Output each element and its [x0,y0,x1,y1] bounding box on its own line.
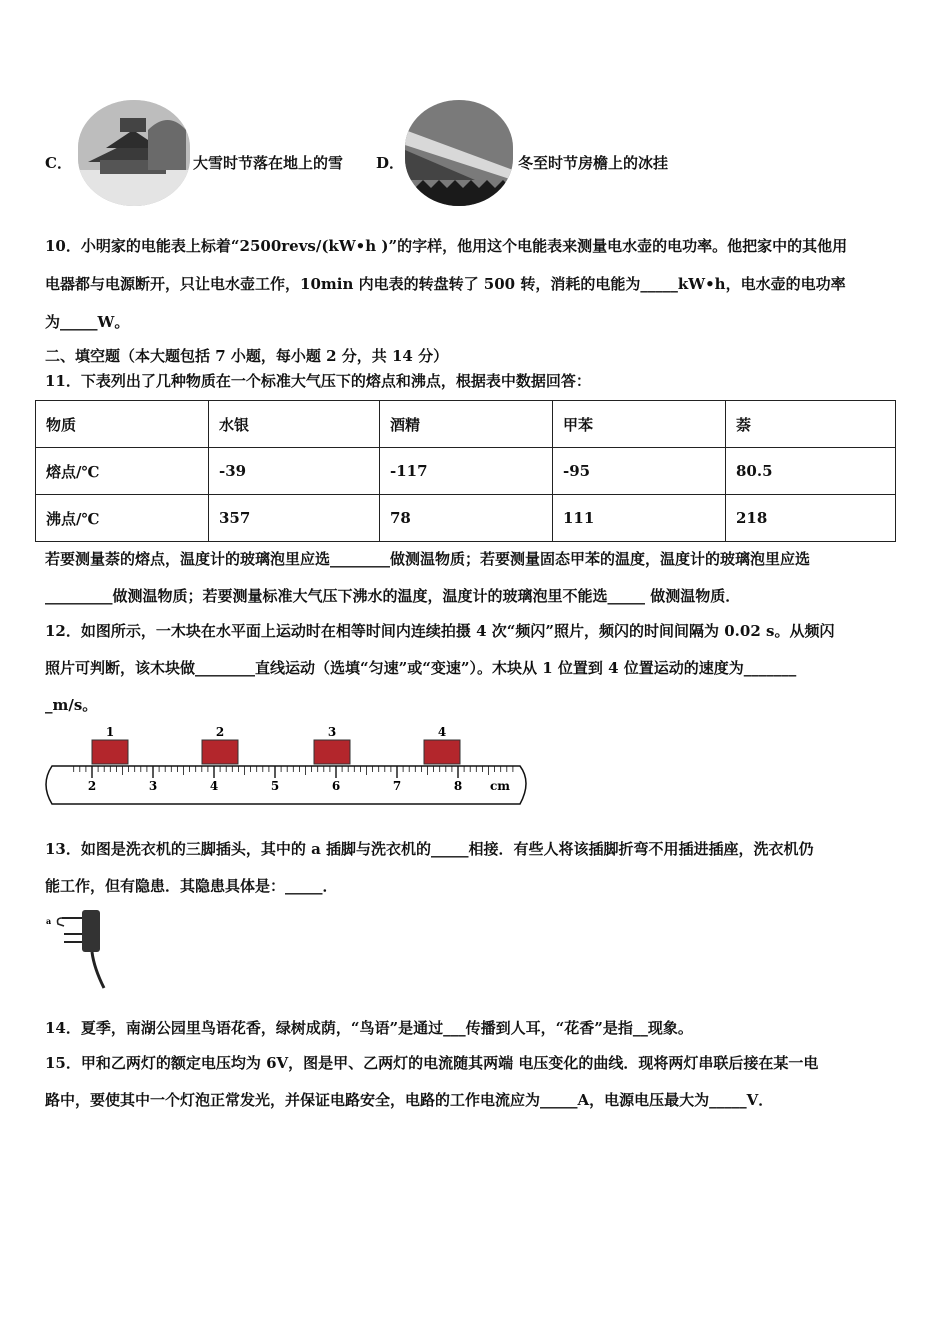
option-d-label: D． [376,154,405,172]
tick-label: 4 [209,779,219,793]
block-label: 3 [327,725,337,739]
tick-label: 2 [87,779,97,793]
section-heading: 二、填空题（本大题包括 7 小题，每小题 2 分，共 14 分） [45,347,449,365]
block-label: 4 [437,725,447,739]
table-row [36,495,896,542]
table-cell: 酒精 [380,401,553,448]
option-d-caption: 冬至时节房檐上的冰挂 [518,154,669,172]
q12-line2: 照片可判断，该木块做________直线运动（选填“匀速”或“变速”）。木块从 1 位置到 4 位置运动的速度为_______ [45,659,797,677]
q11-intro: 11．下表列出了几种物质在一个标准大气压下的熔点和沸点，根据表中数据回答： [45,372,591,390]
table-cell: 218 [726,495,896,542]
wood-block-1 [92,725,128,764]
q15-line1: 15．甲和乙两灯的额定电压均为 6V，图是甲、乙两灯的电流随其两端 电压变化的曲线．现将两灯串联后接在某一电 [45,1054,819,1072]
wood-block-4 [424,725,460,764]
tick-label: 5 [270,779,280,793]
tick-label: 7 [392,779,402,793]
ruler-figure [40,722,532,810]
tick-label: 3 [148,779,158,793]
table-cell: 111 [553,495,726,542]
q10-line3: 为_____W。 [45,313,130,331]
table-cell: 物质 [36,401,209,448]
block-label: 2 [215,725,225,739]
table-row [36,448,896,495]
tick-label: 6 [331,779,341,793]
table-cell: -95 [553,448,726,495]
option-c-caption: 大雪时节落在地上的雪 [193,154,344,172]
q10-line1: 10．小明家的电能表上标着“2500revs/(kW•h )”的字样，他用这个电能表来测量电水壶的电功率。他把家中的其他用 [45,237,848,255]
table-cell: 甲苯 [553,401,726,448]
q10-line2: 电器都与电源断开，只让电水壶工作，10min 内电表的转盘转了 500 转，消耗的电能为_____kW•h，电水壶的电功率 [45,275,846,293]
unit-label: cm [489,779,511,793]
option-c-label: C． [45,154,72,172]
table-cell: 80.5 [726,448,896,495]
table-cell: 水银 [209,401,380,448]
table-cell: 78 [380,495,553,542]
table-row [36,401,896,448]
three-pin-plug-figure [44,906,110,992]
table-cell: 沸点/℃ [36,495,209,542]
icicle-photo [405,100,513,206]
q12-line3: _m/s。 [45,696,98,714]
wood-block-2 [202,725,238,764]
block-label: 1 [105,725,115,739]
q11-after1: 若要测量萘的熔点，温度计的玻璃泡里应选________做测温物质；若要测量固态甲苯的温度，温度计的玻璃泡里应选 [45,550,811,568]
plug-pin-label: a [46,916,52,926]
q13-line2: 能工作，但有隐患．其隐患具体是：_____． [45,877,338,895]
table-cell: 萘 [726,401,896,448]
q14-text: 14．夏季，南湖公园里鸟语花香，绿树成荫，“鸟语”是通过___传播到人耳，“花香”是指__现象。 [45,1019,693,1037]
table-cell: 357 [209,495,380,542]
q15-line2: 路中，要使其中一个灯泡正常发光，并保证电路安全，电路的工作电流应为_____A，电源电压最大为_____V． [45,1091,774,1109]
snow-temple-photo [78,100,190,206]
q11-after2: _________做测温物质；若要测量标准大气压下沸水的温度，温度计的玻璃泡里不能选_____ 做测温物质． [45,587,741,605]
table-cell: 熔点/℃ [36,448,209,495]
tick-label: 8 [453,779,463,793]
q12-line1: 12．如图所示，一木块在水平面上运动时在相等时间内连续拍摄 4 次“频闪”照片，频闪的时间间隔为 0.02 s。从频闪 [45,622,835,640]
table-cell: -117 [380,448,553,495]
q13-line1: 13．如图是洗衣机的三脚插头，其中的 a 插脚与洗衣机的_____相接．有些人将该插脚折弯不用插进插座，洗衣机仍 [45,840,814,858]
melting-boiling-table [35,400,896,542]
table-cell: -39 [209,448,380,495]
wood-block-3 [314,725,350,764]
